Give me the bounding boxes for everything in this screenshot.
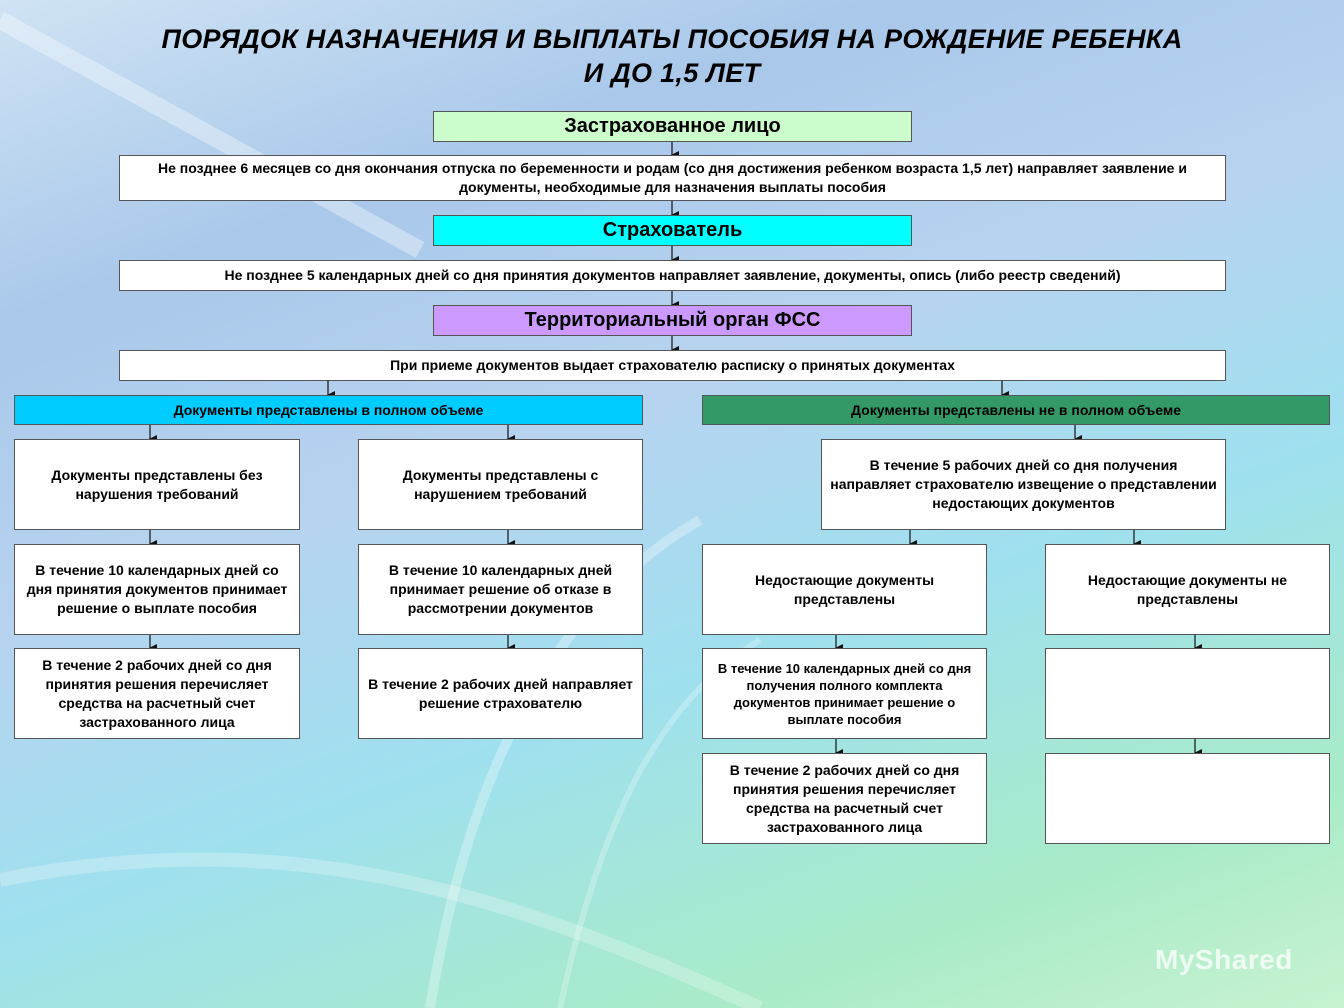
missing-docs-notice: В течение 5 рабочих дней со дня получения направляет страхователю извещение о представлении недостающих документов	[821, 439, 1226, 530]
no-violation-condition: Документы представлены без нарушения требований	[14, 439, 300, 530]
incomplete-docs-header: Документы представлены не в полном объеме	[702, 395, 1330, 425]
empty-box	[1045, 753, 1330, 844]
incomplete-transfer-funds-step: В течение 2 рабочих дней со дня принятия решения перечисляет средства на расчетный счет застрахованного лица	[702, 753, 987, 844]
fss-step: При приеме документов выдает страхователю расписку о принятых документах	[119, 350, 1226, 381]
payment-decision-step: В течение 10 календарных дней со дня принятия документов принимает решение о выплате пособия	[14, 544, 300, 635]
fss-header: Территориальный орган ФСС	[433, 305, 912, 336]
page-title: ПОРЯДОК НАЗНАЧЕНИЯ И ВЫПЛАТЫ ПОСОБИЯ НА РОЖДЕНИЕ РЕБЕНКА	[161, 24, 1183, 54]
send-decision-step: В течение 2 рабочих дней направляет решение страхователю	[358, 648, 643, 739]
insured-person-step: Не позднее 6 месяцев со дня окончания отпуска по беременности и родам (со дня достижения ребенком возраста 1,5 лет) направляет заявление и документы, необходимые для назначения выплаты пособия	[119, 155, 1226, 201]
complete-docs-header: Документы представлены в полном объеме	[14, 395, 643, 425]
watermark: MyShared	[1155, 944, 1293, 975]
page-title-line2: И ДО 1,5 ЛЕТ	[583, 58, 761, 88]
insured-person-header: Застрахованное лицо	[433, 111, 912, 142]
refusal-decision-step: В течение 10 календарных дней принимает решение об отказе в рассмотрении документов	[358, 544, 643, 635]
violation-condition: Документы представлены с нарушением требований	[358, 439, 643, 530]
insurer-header: Страхователь	[433, 215, 912, 246]
empty-box	[1045, 648, 1330, 739]
insurer-step: Не позднее 5 календарных дней со дня принятия документов направляет заявление, документы, опись (либо реестр сведений)	[119, 260, 1226, 291]
missing-docs-not-provided: Недостающие документы не представлены	[1045, 544, 1330, 635]
full-set-decision-step: В течение 10 календарных дней со дня получения полного комплекта документов принимает решение о выплате пособия	[702, 648, 987, 739]
transfer-funds-step: В течение 2 рабочих дней со дня принятия решения перечисляет средства на расчетный счет застрахованного лица	[14, 648, 300, 739]
missing-docs-provided: Недостающие документы представлены	[702, 544, 987, 635]
